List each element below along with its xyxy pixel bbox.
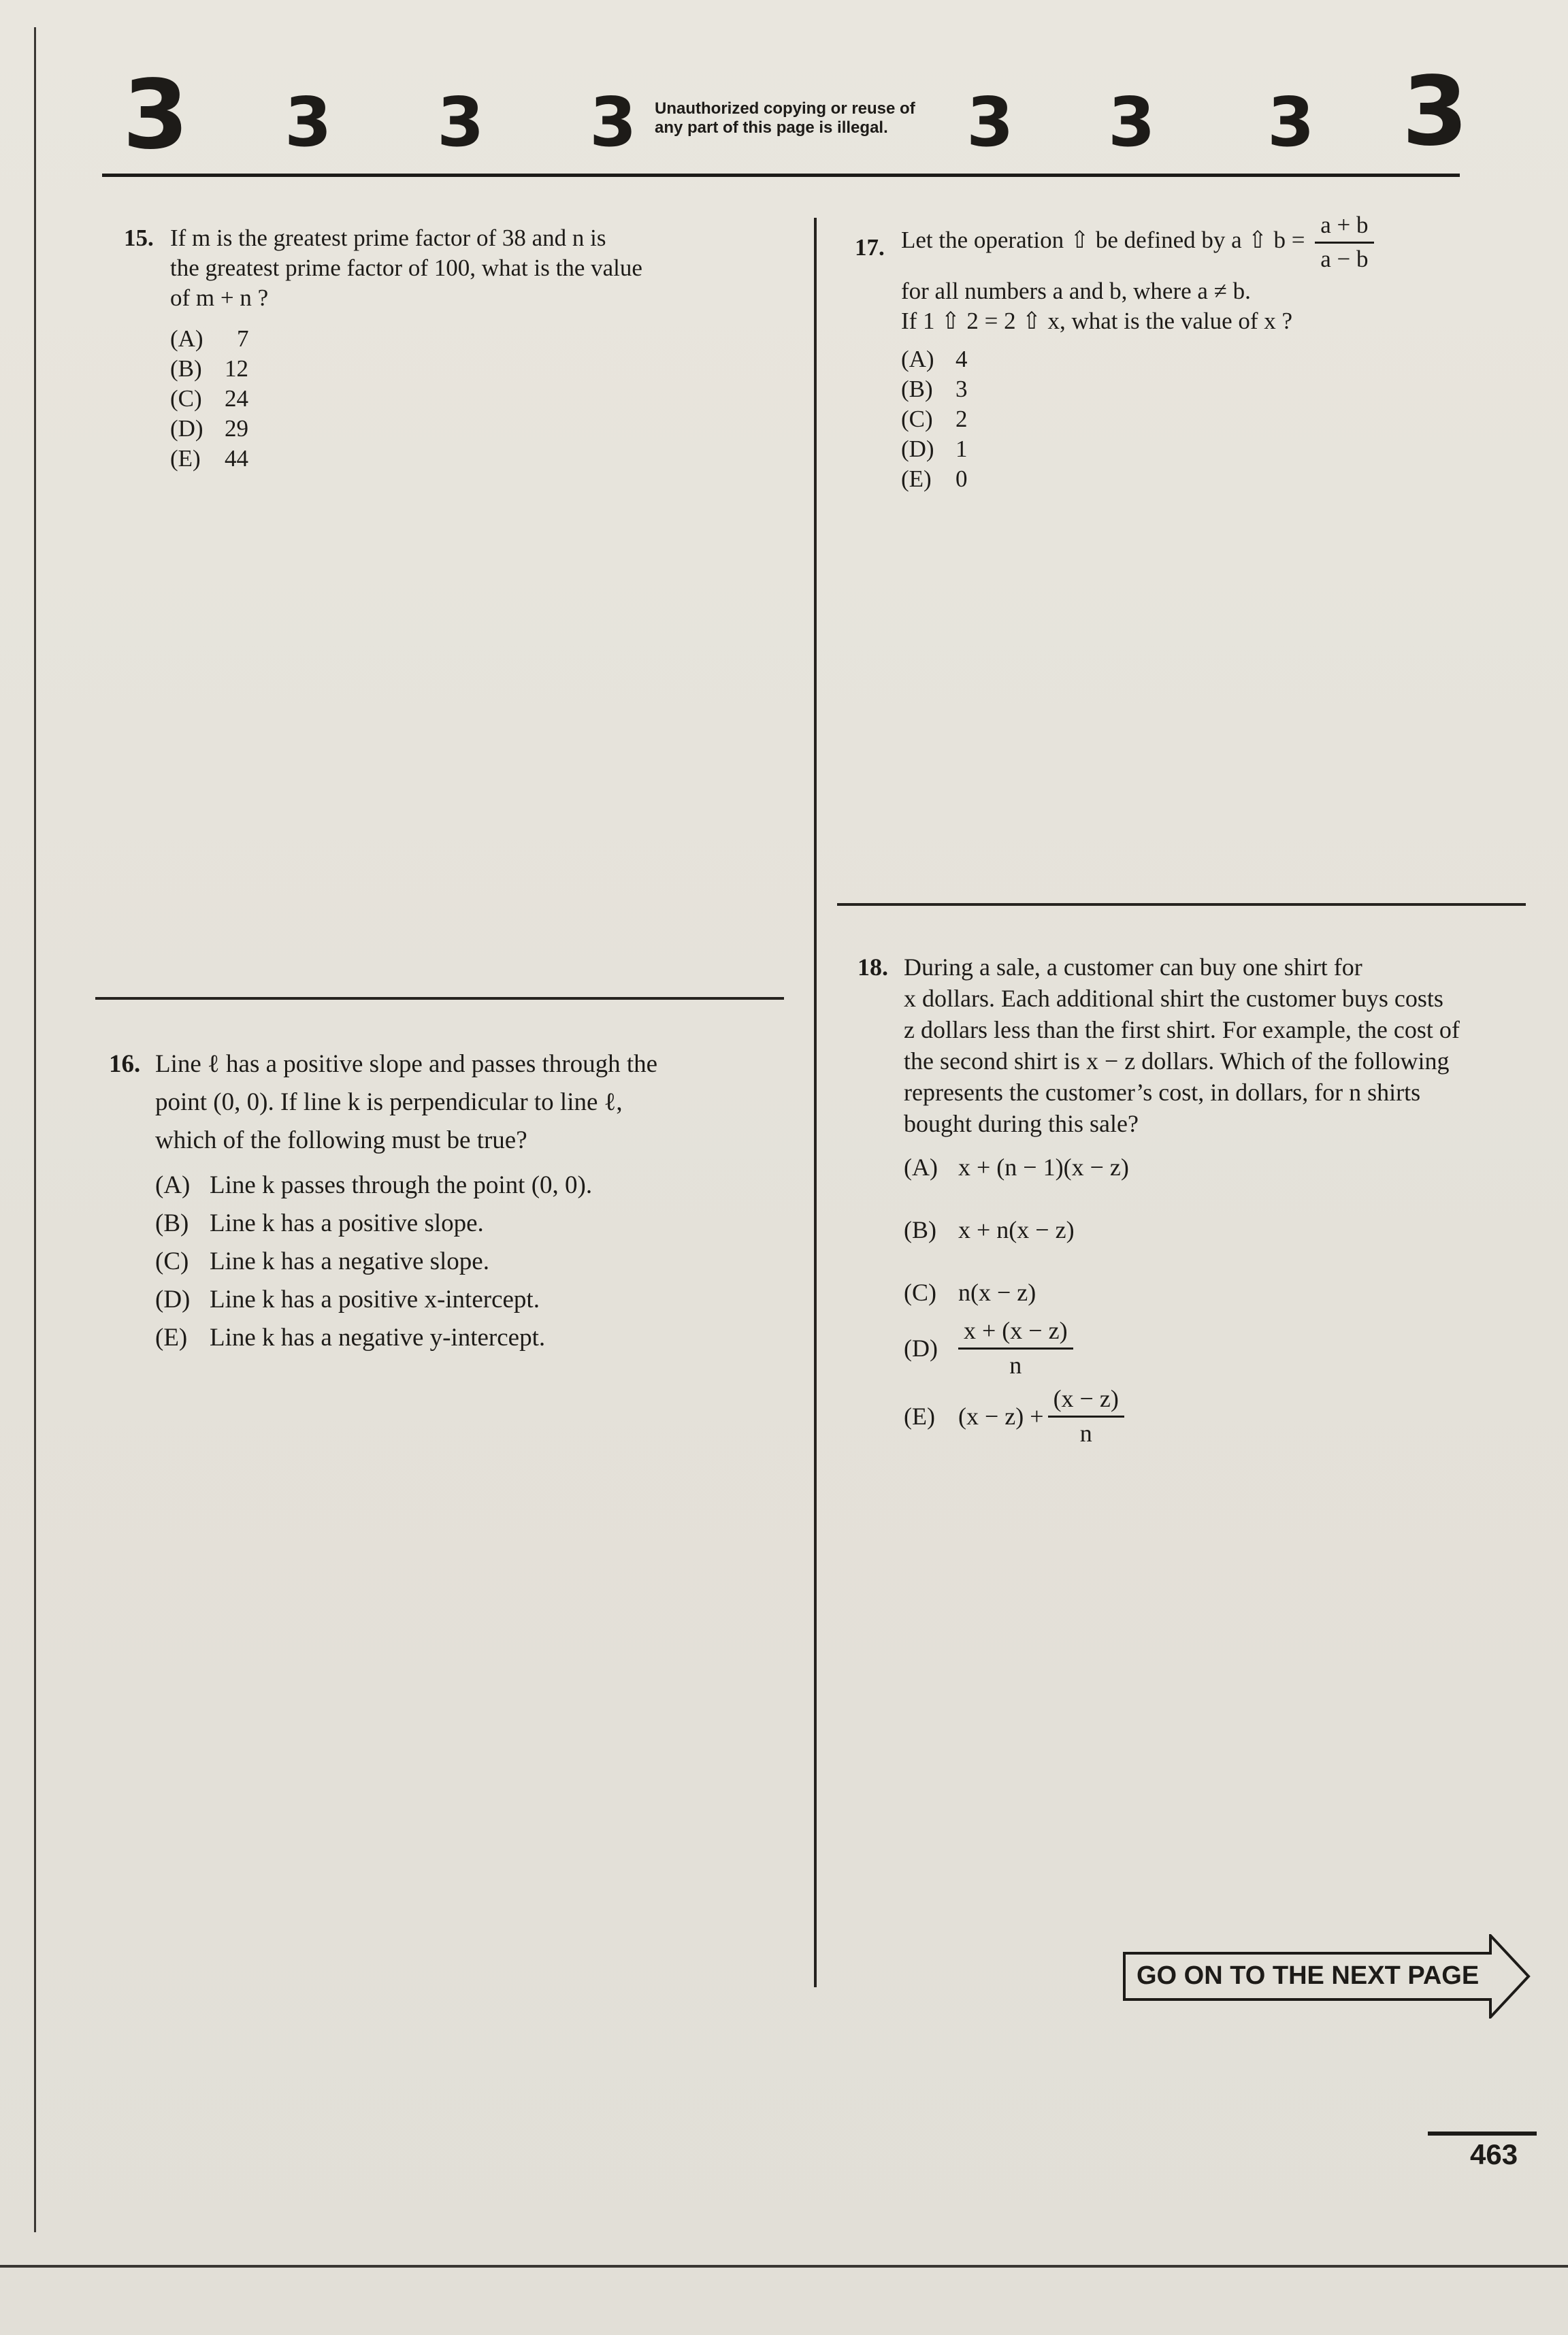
answer-choice[interactable] bbox=[901, 404, 1535, 434]
choice-label: (C) bbox=[155, 1247, 189, 1275]
choice-label: (D) bbox=[170, 415, 203, 442]
stem-line bbox=[901, 212, 1535, 272]
choice-label: (B) bbox=[170, 355, 202, 382]
page-number: 463 bbox=[1470, 2138, 1518, 2170]
answer-choices bbox=[904, 1152, 1538, 1447]
choice-value: 1 bbox=[956, 436, 968, 462]
question-15 bbox=[124, 223, 736, 474]
answer-choice[interactable] bbox=[155, 1319, 789, 1357]
question-stem bbox=[170, 223, 736, 313]
answer-choices bbox=[155, 1166, 789, 1357]
stem-line: During a sale, a customer can buy one shirt for bbox=[904, 953, 1362, 981]
choice-value: 3 bbox=[956, 376, 968, 402]
stem-line: If 1 ⇧ 2 = 2 ⇧ x, what is the value of x ? bbox=[901, 308, 1293, 334]
answer-choice[interactable] bbox=[904, 1214, 1538, 1245]
choice-label: (A) bbox=[901, 346, 934, 372]
choice-label: (B) bbox=[155, 1209, 189, 1237]
section-digit: 3 bbox=[284, 82, 332, 162]
section-digit: 3 bbox=[1267, 82, 1315, 162]
choice-label: (E) bbox=[155, 1324, 188, 1352]
copyright-notice bbox=[655, 99, 941, 137]
stem-line: represents the customer’s cost, in dollars, for n shirts bbox=[904, 1079, 1421, 1106]
choice-label: (D) bbox=[904, 1335, 938, 1362]
stem-line: which of the following must be true? bbox=[155, 1126, 527, 1154]
stem-line: z dollars less than the first shirt. For example, the cost of bbox=[904, 1016, 1460, 1043]
fraction-denominator: n bbox=[1079, 1419, 1092, 1447]
answer-choice[interactable] bbox=[901, 464, 1535, 494]
choice-value: Line k has a negative y-intercept. bbox=[210, 1324, 546, 1352]
stem-line: point (0, 0). If line k is perpendicular to line ℓ, bbox=[155, 1088, 623, 1116]
stem-line: the greatest prime factor of 100, what is the value bbox=[170, 255, 642, 281]
choice-label: (B) bbox=[901, 376, 933, 402]
operation-fraction bbox=[1315, 212, 1373, 272]
choice-value: Line k passes through the point (0, 0). bbox=[210, 1171, 593, 1199]
section-header bbox=[102, 56, 1469, 177]
choice-label: (D) bbox=[901, 436, 934, 462]
question-number: 18. bbox=[858, 953, 888, 981]
choice-value: 0 bbox=[956, 466, 968, 492]
choice-label: (A) bbox=[904, 1154, 938, 1181]
answer-choice[interactable] bbox=[904, 1318, 1538, 1379]
answer-choice[interactable] bbox=[170, 354, 736, 384]
answer-choice[interactable] bbox=[155, 1166, 789, 1205]
answer-choice[interactable] bbox=[155, 1281, 789, 1319]
answer-choices bbox=[170, 324, 736, 474]
answer-choice[interactable] bbox=[901, 434, 1535, 464]
header-rule bbox=[102, 174, 1460, 177]
choice-value: Line k has a negative slope. bbox=[210, 1247, 489, 1275]
choice-fraction bbox=[958, 1318, 1073, 1379]
stem-line: the second shirt is x − z dollars. Which of the following bbox=[904, 1047, 1450, 1075]
section-digit: 3 bbox=[589, 82, 637, 162]
choice-label: (E) bbox=[901, 466, 932, 492]
choice-value: (x − z) + bbox=[958, 1403, 1044, 1431]
choice-value: 44 bbox=[225, 445, 248, 472]
choice-value: 29 bbox=[225, 415, 248, 442]
choice-value: 24 bbox=[225, 385, 248, 412]
choice-value: x + n(x − z) bbox=[958, 1216, 1075, 1243]
answer-choice[interactable] bbox=[904, 1386, 1538, 1447]
question-number: 15. bbox=[124, 225, 154, 251]
choice-value: 2 bbox=[956, 406, 968, 432]
fraction-numerator: x + (x − z) bbox=[958, 1318, 1073, 1350]
question-16 bbox=[109, 1045, 789, 1357]
choice-label: (E) bbox=[170, 445, 201, 472]
fraction-numerator: (x − z) bbox=[1048, 1386, 1124, 1418]
fraction-numerator: a + b bbox=[1315, 212, 1373, 244]
answer-choice[interactable] bbox=[155, 1205, 789, 1243]
stem-line: for all numbers a and b, where a ≠ b. bbox=[901, 278, 1251, 304]
stem-line: Line ℓ has a positive slope and passes through the bbox=[155, 1050, 658, 1078]
choice-value: Line k has a positive slope. bbox=[210, 1209, 484, 1237]
choice-value: Line k has a positive x-intercept. bbox=[210, 1286, 540, 1313]
question-stem bbox=[904, 951, 1538, 1139]
answer-choice[interactable] bbox=[904, 1152, 1538, 1183]
stem-line: of m + n ? bbox=[170, 284, 269, 311]
choice-label: (C) bbox=[904, 1279, 936, 1306]
go-on-arrow-box bbox=[1123, 1934, 1531, 2019]
answer-choice[interactable] bbox=[155, 1243, 789, 1281]
question-18 bbox=[858, 951, 1538, 1456]
choice-label: (C) bbox=[170, 385, 202, 412]
choice-value: x + (n − 1)(x − z) bbox=[958, 1154, 1129, 1181]
answer-choice[interactable] bbox=[170, 384, 736, 414]
stem-line: x dollars. Each additional shirt the customer buys costs bbox=[904, 985, 1443, 1012]
answer-choice[interactable] bbox=[904, 1277, 1538, 1308]
notice-line: Unauthorized copying or reuse of bbox=[655, 99, 915, 118]
page-number-rule bbox=[1428, 2132, 1537, 2136]
question-17 bbox=[855, 212, 1535, 494]
question-number: 17. bbox=[855, 234, 885, 261]
choice-value: 12 bbox=[225, 355, 248, 382]
answer-choice[interactable] bbox=[170, 414, 736, 444]
bottom-page-rule bbox=[0, 2265, 1568, 2268]
choice-value: 7 bbox=[237, 325, 249, 352]
section-digit: 3 bbox=[1402, 56, 1469, 167]
go-on-text: GO ON TO THE NEXT PAGE bbox=[1137, 1961, 1480, 1990]
answer-choice[interactable] bbox=[901, 374, 1535, 404]
question-divider-left bbox=[95, 997, 784, 1000]
choice-label: (A) bbox=[170, 325, 203, 352]
fraction-denominator: a − b bbox=[1320, 245, 1369, 272]
question-stem bbox=[155, 1045, 789, 1160]
question-stem bbox=[901, 212, 1535, 336]
stem-text: Let the operation ⇧ be defined by a ⇧ b = bbox=[901, 227, 1305, 254]
choice-value: n(x − z) bbox=[958, 1279, 1036, 1306]
answer-choice[interactable] bbox=[901, 344, 1535, 374]
stem-line: If m is the greatest prime factor of 38 and n is bbox=[170, 225, 606, 251]
question-number: 16. bbox=[109, 1050, 141, 1078]
answer-choice[interactable] bbox=[170, 444, 736, 474]
section-digit: 3 bbox=[1108, 82, 1156, 162]
choice-value: 4 bbox=[956, 346, 968, 372]
section-digit: 3 bbox=[437, 82, 485, 162]
choice-label: (B) bbox=[904, 1216, 936, 1243]
answer-choice[interactable] bbox=[170, 324, 736, 354]
left-page-border bbox=[34, 27, 36, 2232]
choice-label: (D) bbox=[155, 1286, 191, 1313]
column-divider bbox=[814, 218, 817, 1987]
section-digit: 3 bbox=[966, 82, 1014, 162]
section-digit: 3 bbox=[122, 60, 189, 171]
question-divider-right bbox=[837, 903, 1526, 906]
choice-label: (C) bbox=[901, 406, 933, 432]
stem-line: bought during this sale? bbox=[904, 1110, 1139, 1137]
answer-choices bbox=[901, 344, 1535, 494]
fraction-denominator: n bbox=[1009, 1351, 1022, 1379]
choice-label: (E) bbox=[904, 1403, 935, 1431]
choice-fraction bbox=[1048, 1386, 1124, 1447]
notice-line: any part of this page is illegal. bbox=[655, 118, 888, 137]
choice-label: (A) bbox=[155, 1171, 191, 1199]
